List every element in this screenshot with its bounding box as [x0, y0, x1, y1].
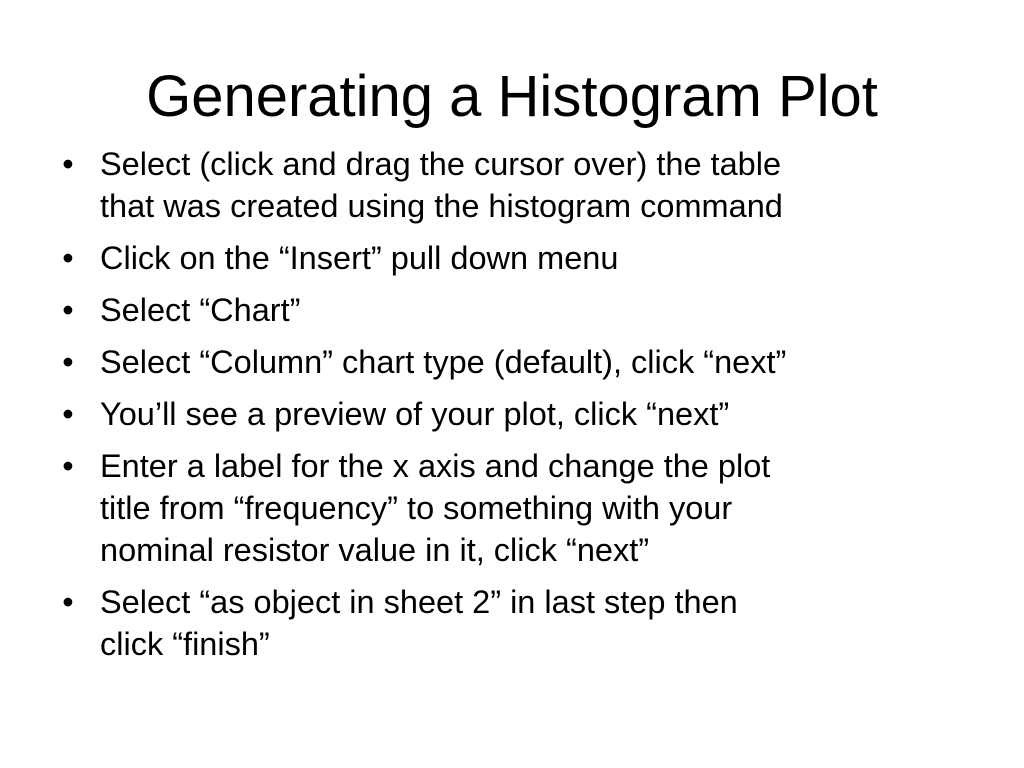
bullet-item [58, 143, 958, 227]
bullet-text-line: Select “Chart” [100, 292, 301, 328]
bullet-dot: • [62, 292, 74, 328]
bullet-dot: • [62, 344, 74, 380]
bullet-item [58, 289, 958, 331]
bullet-dot: • [62, 146, 74, 182]
slide-title: Generating a Histogram Plot [146, 64, 878, 129]
bullet-dot: • [62, 584, 74, 620]
bullet-item [58, 237, 958, 279]
bullet-text-line: Click on the “Insert” pull down menu [100, 240, 619, 276]
bullet-text-line: Select (click and drag the cursor over) the table [100, 146, 782, 182]
bullet-text-line: click “finish” [100, 626, 270, 662]
bullet-text-line: Enter a label for the x axis and change the plot [100, 448, 771, 484]
bullet-dot: • [62, 448, 74, 484]
bullet-dot: • [62, 396, 74, 432]
bullet-text-line: that was created using the histogram command [100, 188, 783, 224]
bullet-text-line: title from “frequency” to something with your [100, 490, 733, 526]
bullet-item [58, 393, 958, 435]
bullet-text-line: You’ll see a preview of your plot, click “next” [100, 396, 730, 432]
bullet-text-line: nominal resistor value in it, click “next” [100, 532, 650, 568]
bullet-item [58, 341, 958, 383]
bullet-text-line: Select “Column” chart type (default), click “next” [100, 344, 787, 380]
bullet-text-line: Select “as object in sheet 2” in last step then [100, 584, 738, 620]
bullet-item [58, 445, 958, 571]
bullet-dot: • [62, 240, 74, 276]
bullet-list [58, 143, 958, 675]
bullet-item [58, 581, 958, 665]
